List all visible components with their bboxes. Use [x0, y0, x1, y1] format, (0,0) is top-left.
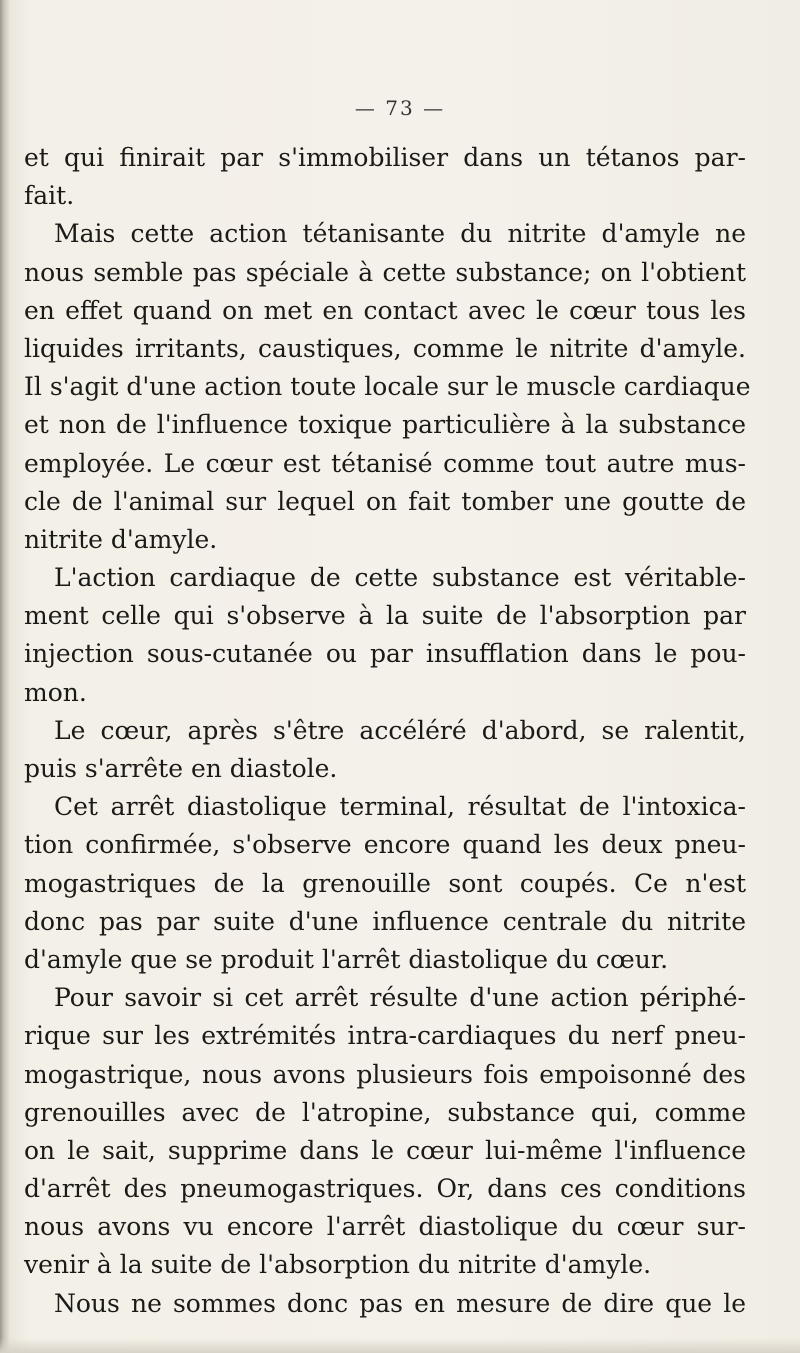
- text-line: mogastrique, nous avons plusieurs fois empoisonné des: [24, 1059, 746, 1089]
- text-line: nitrite d'amyle.: [24, 524, 218, 554]
- text-line: nous semble pas spéciale à cette substance; on l'obtient: [24, 257, 746, 287]
- text-line: donc pas par suite d'une influence centrale du nitrite: [24, 906, 746, 936]
- page-bottom-edge: [0, 1338, 800, 1353]
- text-line: L'action cardiaque de cette substance est véritable-: [54, 563, 746, 593]
- text-line: Pour savoir si cet arrêt résulte d'une action périphé-: [54, 983, 746, 1013]
- text-line: mon.: [24, 677, 87, 707]
- text-line: liquides irritants, caustiques, comme le nitrite d'amyle.: [24, 333, 746, 363]
- text-line: puis s'arrête en diastole.: [24, 754, 338, 783]
- text-line: d'arrêt des pneumogastriques. Or, dans ces conditions: [24, 1174, 746, 1204]
- text-line: rique sur les extrémités intra-cardiaques du nerf pneu-: [24, 1021, 746, 1051]
- text-line: mogastriques de la grenouille sont coupés. Ce n'est: [24, 868, 746, 898]
- page-number: — 73 —: [354, 96, 446, 120]
- text-line: Mais cette action tétanisante du nitrite d'amyle ne: [54, 219, 746, 249]
- text-line: en effet quand on met en contact avec le cœur tous les: [24, 295, 746, 325]
- text-line: grenouilles avec de l'atropine, substance qui, comme: [24, 1097, 746, 1127]
- page-gutter-shadow: [0, 0, 10, 1353]
- text-line: Le cœur, après s'être accéléré d'abord, se ralentit,: [54, 715, 746, 745]
- text-line: nous avons vu encore l'arrêt diastolique du cœur sur-: [24, 1212, 746, 1242]
- text-line: tion confirmée, s'observe encore quand les deux pneu-: [24, 830, 746, 860]
- text-line: Cet arrêt diastolique terminal, résultat de l'intoxica-: [54, 792, 746, 822]
- text-line: venir à la suite de l'absorption du nitrite d'amyle.: [24, 1250, 652, 1280]
- text-line: Il s'agit d'une action toute locale sur le muscle cardiaque: [24, 372, 751, 402]
- text-line: et qui finirait par s'immobiliser dans un tétanos par-: [24, 143, 746, 172]
- body-text: [24, 139, 751, 1323]
- text-line: cle de l'animal sur lequel on fait tomber une goutte de: [24, 486, 746, 516]
- text-line: et non de l'influence toxique particulière à la substance: [24, 410, 746, 440]
- text-line: ment celle qui s'observe à la suite de l'absorption par: [24, 601, 746, 631]
- text-line: d'amyle que se produit l'arrêt diastolique du cœur.: [24, 944, 669, 974]
- text-line: Nous ne sommes donc pas en mesure de dire que le: [54, 1288, 746, 1318]
- text-line: employée. Le cœur est tétanisé comme tout autre mus-: [24, 448, 746, 478]
- text-line: injection sous-cutanée ou par insufflation dans le pou-: [24, 639, 746, 669]
- text-line: fait.: [24, 181, 75, 211]
- text-line: on le sait, supprime dans le cœur lui-même l'influence: [24, 1135, 746, 1165]
